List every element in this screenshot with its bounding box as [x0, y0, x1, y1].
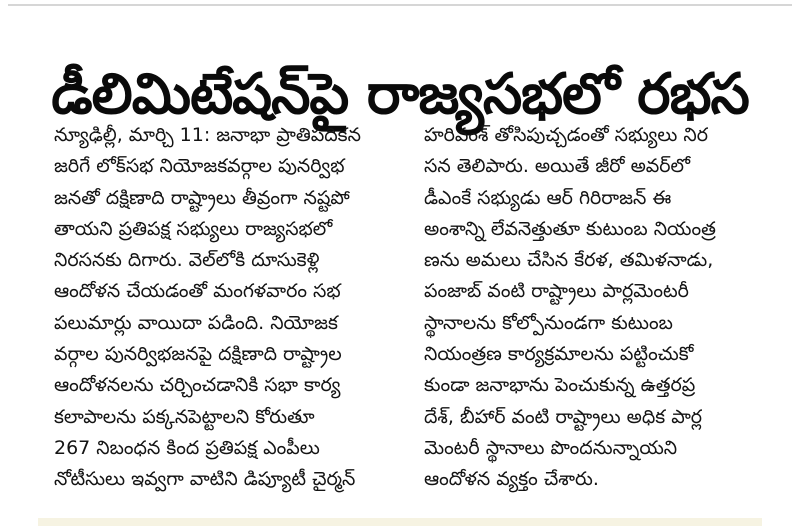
body-line: కుండా జనాభాను పెంచుకున్న ఉత్తరప్ర	[424, 374, 696, 397]
left-column	[54, 120, 394, 496]
right-column	[424, 120, 764, 496]
body-line: ఆందోళనలను చర్చించడానికి సభా కార్య	[54, 374, 341, 397]
body-line: పలుమార్లు వాయిదా పడింది. నియోజక	[54, 311, 338, 334]
body-line: 267 నిబంధన కింద ప్రతిపక్ష ఎంపీలు	[54, 436, 320, 459]
body-line: నియంత్రణ కార్యక్రమాలను పట్టించుకో	[424, 343, 694, 366]
body-line: డీఎంకే సభ్యుడు ఆర్ గిరిరాజన్ ఈ	[424, 186, 672, 209]
body-line: జనతో దక్షిణాది రాష్ట్రాలు తీవ్రంగా నష్టపో	[54, 186, 350, 209]
body-line: మెంటరీ స్థానాలు పొందనున్నాయని	[424, 436, 678, 459]
body-line: వర్గాల పునర్విభజనపై దక్షిణాది రాష్ట్రాల	[54, 343, 342, 366]
body-line: జరిగే లోక్‌సభ నియోజకవర్గాల పునర్విభ	[54, 155, 345, 178]
body-line: నిరసనకు దిగారు. వెల్‌లోకి దూసుకెళ్లి	[54, 249, 320, 272]
body-line: అంశాన్ని లేవనెత్తుతూ కుటుంబ నియంత్ర	[424, 217, 716, 240]
body-line: నోటీసులు ఇవ్వగా వాటిని డిప్యూటీ చైర్మన్	[54, 468, 356, 491]
body-line: కలాపాలను పక్కనపెట్టాలని కోరుతూ	[54, 405, 315, 428]
bottom-strip	[38, 518, 762, 526]
body-line: హరివంశ్ తోసిపుచ్చడంతో సభ్యులు నిర	[424, 124, 709, 146]
body-line: పంజాబ్ వంటి రాష్ట్రాలు పార్లమెంటరీ	[424, 280, 689, 303]
body-line: సన తెలిపారు. అయితే జీరో అవర్‌లో	[424, 155, 691, 178]
headline: డీలిమిటేషన్‌పై రాజ్యసభలో రభస	[51, 62, 749, 128]
body-line: దేశ్, బీహార్ వంటి రాష్ట్రాలు అధిక పార్ల	[424, 405, 703, 428]
body-line: ఆందోళన చేయడంతో మంగళవారం సభ	[54, 280, 341, 303]
body-line: స్థానాలను కోల్పోనుండగా కుటుంబ	[424, 311, 673, 334]
top-divider	[8, 4, 792, 6]
body-line: ణను అమలు చేసిన కేరళ, తమిళనాడు,	[424, 249, 714, 272]
body-line: తాయని ప్రతిపక్ష సభ్యులు రాజ్యసభలో	[54, 217, 333, 240]
body-line: న్యూఢిల్లీ, మార్చి 11: జనాభా ప్రాతిపదికన	[54, 124, 361, 146]
article-body	[54, 120, 764, 496]
body-line: ఆందోళన వ్యక్తం చేశారు.	[424, 468, 599, 491]
